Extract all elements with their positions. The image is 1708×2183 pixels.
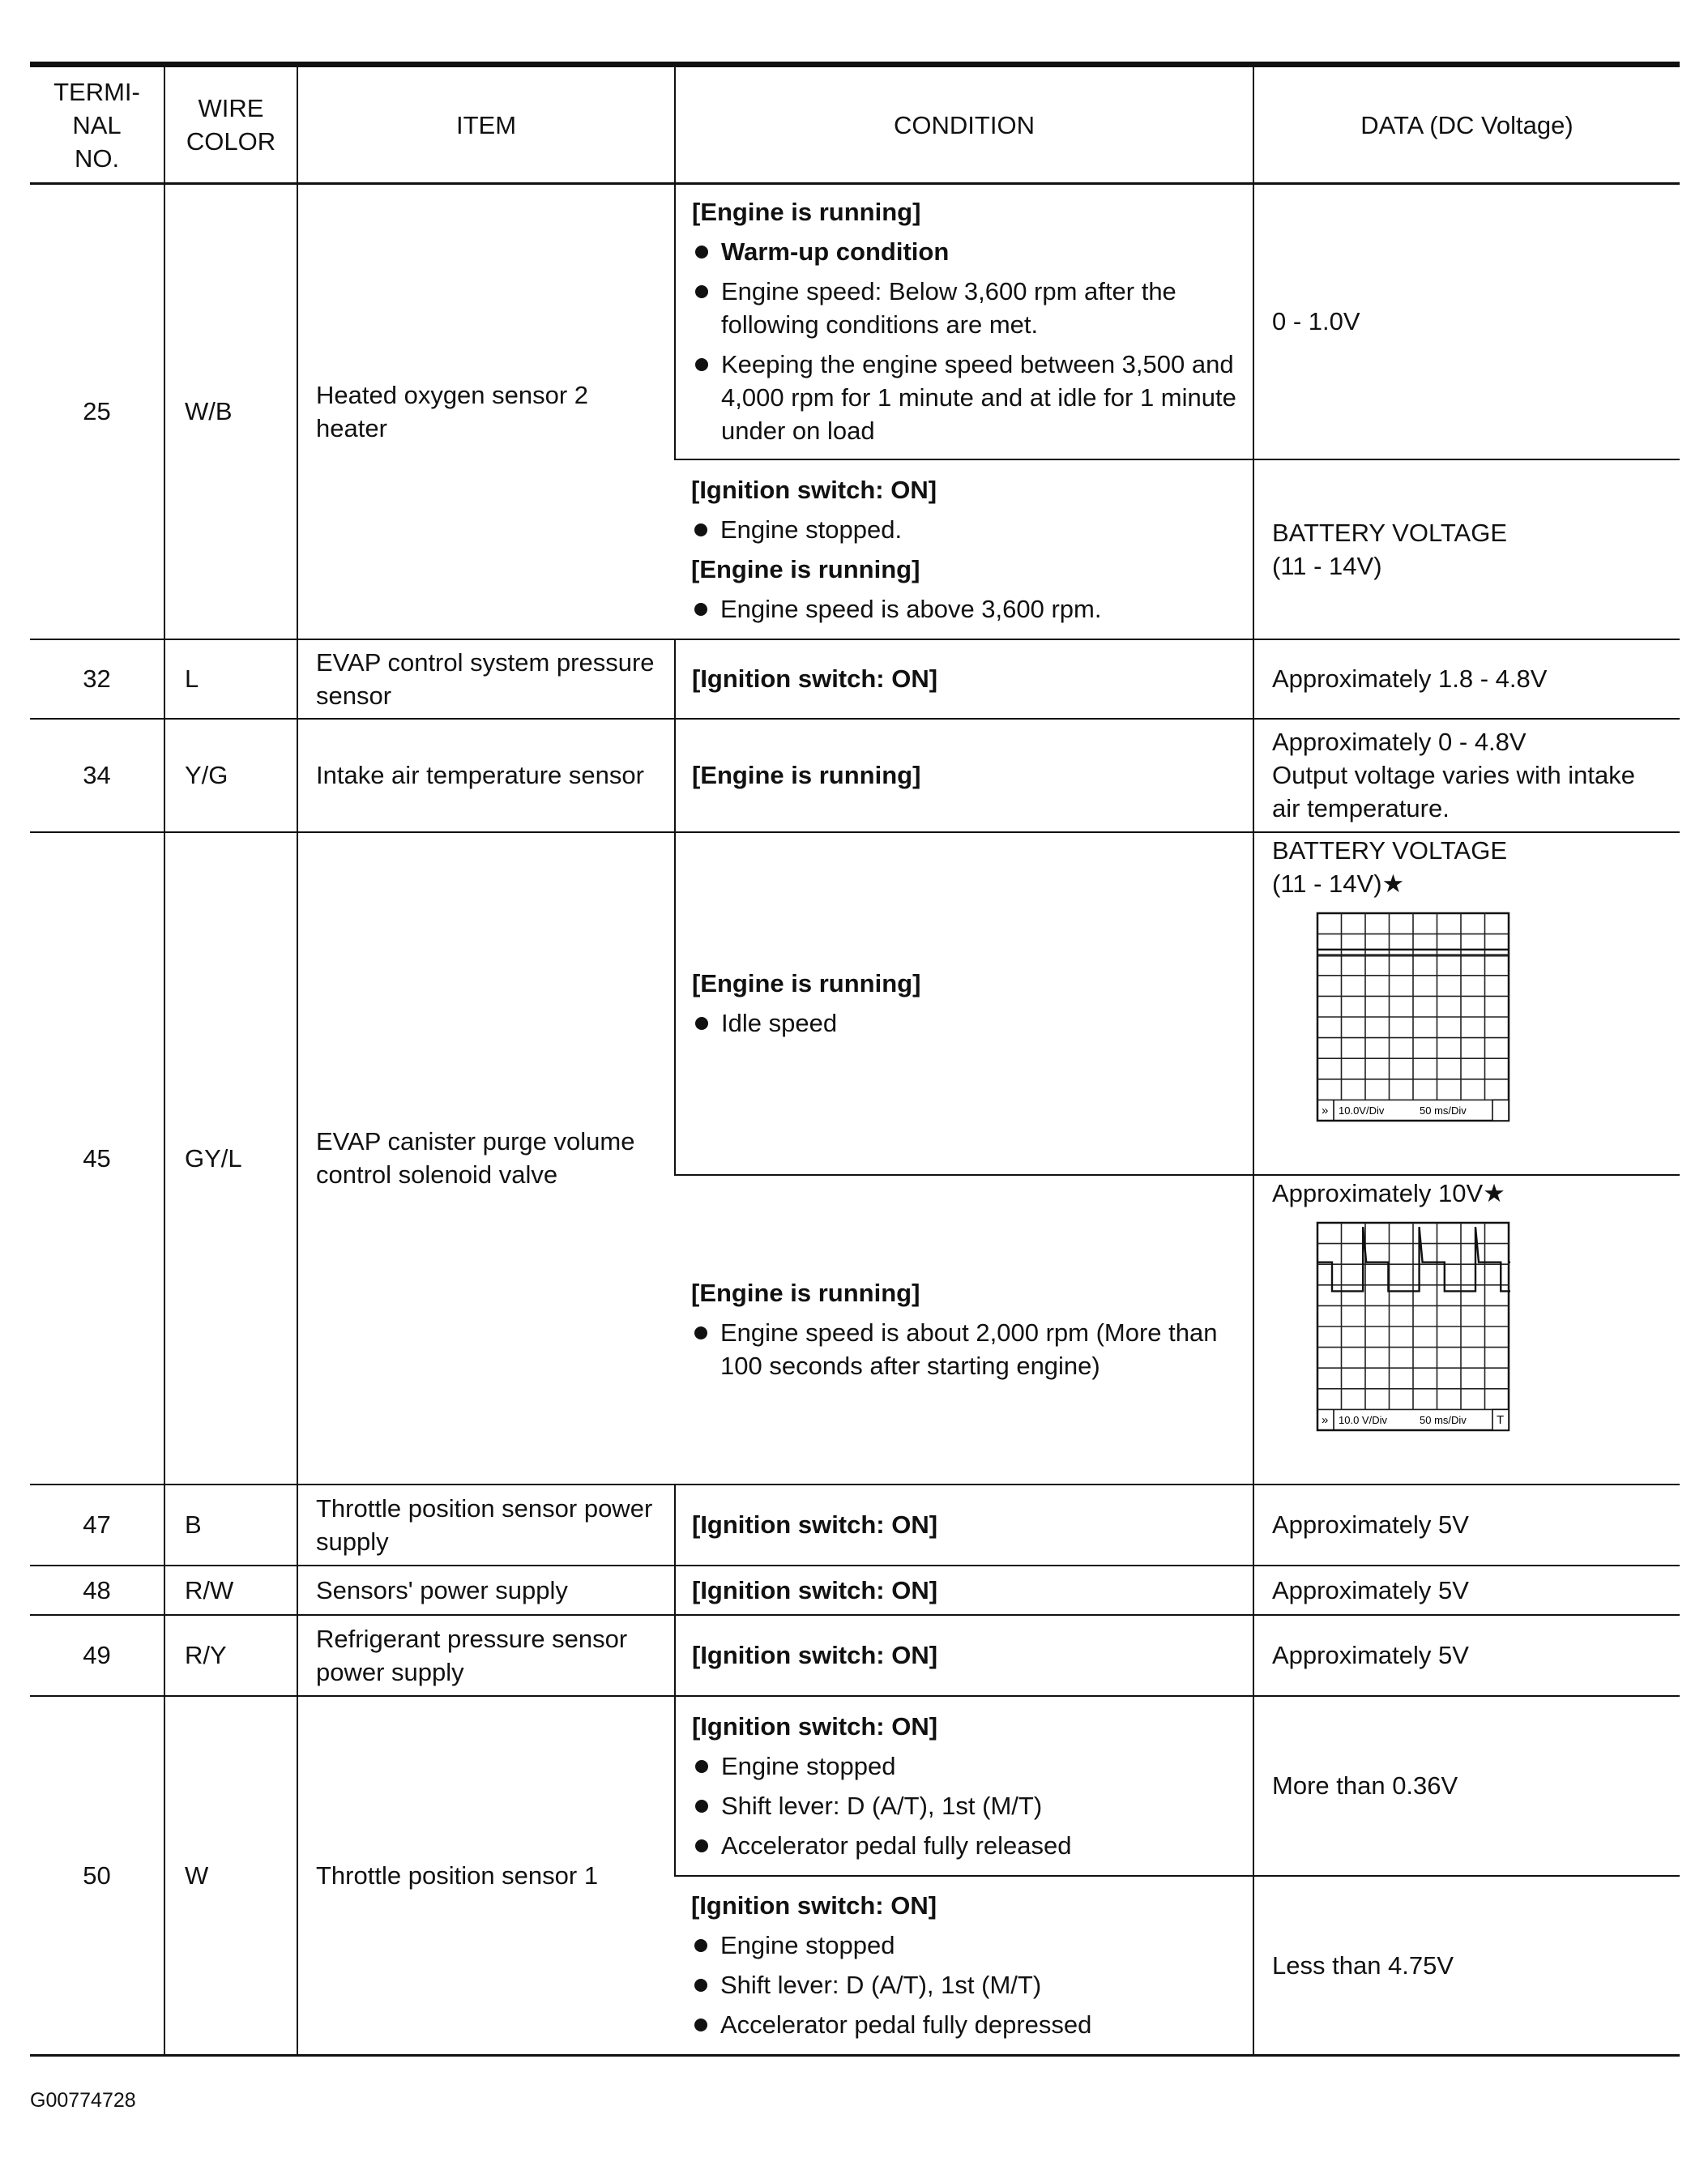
condition-bullet-text: Engine stopped [721, 1751, 896, 1780]
condition-cell [675, 1696, 1253, 1876]
condition-bullet-text: Shift lever: D (A/T), 1st (M/T) [720, 1971, 1042, 2000]
bullet-dot-icon [694, 2019, 707, 2031]
item-name: EVAP canister purge volume control solenoid valve [297, 832, 675, 1485]
condition-cell [675, 459, 1253, 639]
wire-color: L [164, 639, 297, 719]
data-value: Output voltage varies with intake air temperature. [1272, 761, 1636, 822]
bullet-dot-icon [695, 1800, 708, 1813]
header-terminal-no: TERMI- NAL NO. [30, 65, 164, 184]
data-value: Approximately 10V★ [1272, 1178, 1505, 1207]
item-name: Sensors' power supply [297, 1566, 675, 1615]
condition-heading: [Ignition switch: ON] [692, 1510, 938, 1539]
condition-bullet [692, 1749, 1241, 1783]
terminal-number: 32 [30, 639, 164, 719]
data-cell [1253, 184, 1680, 459]
bullet-dot-icon [694, 523, 707, 536]
wire-color: R/Y [164, 1615, 297, 1696]
table-row [30, 1696, 1680, 1876]
item-name: EVAP control system pressure sensor [297, 639, 675, 719]
condition-bullet [691, 513, 1241, 546]
condition-bullet-text: Warm-up condition [721, 237, 950, 267]
condition-bullet [691, 592, 1241, 626]
condition-bullet [691, 1316, 1241, 1382]
condition-heading: [Ignition switch: ON] [691, 1891, 937, 1920]
terminal-data-sheet [30, 62, 1680, 2057]
condition-heading: [Ignition switch: ON] [692, 664, 938, 693]
condition-bullet [691, 1929, 1241, 1962]
table-row [30, 1615, 1680, 1696]
scope-marker: » [1322, 1412, 1329, 1427]
condition-cell [675, 1175, 1253, 1485]
scope-marker: » [1322, 1103, 1329, 1117]
condition-bullet [692, 1006, 1241, 1040]
condition-cell [675, 184, 1253, 459]
data-cell [1253, 1175, 1680, 1485]
condition-cell [675, 1876, 1253, 2056]
data-value: Approximately 5V [1272, 1510, 1469, 1539]
scope-grid [1316, 1221, 1510, 1432]
condition-bullet-text: Engine speed is above 3,600 rpm. [720, 594, 1102, 623]
wire-color: W [164, 1696, 297, 2056]
condition-bullet-text: Accelerator pedal fully depressed [720, 2010, 1092, 2040]
data-value: (11 - 14V)★ [1272, 869, 1405, 898]
condition-bullet-text: Engine stopped. [720, 515, 903, 544]
data-cell [1253, 832, 1680, 1175]
terminal-number: 25 [30, 184, 164, 639]
table-body [30, 184, 1680, 2056]
data-cell [1253, 1876, 1680, 2056]
data-cell [1253, 1696, 1680, 1876]
table-row [30, 639, 1680, 719]
wire-color: B [164, 1485, 297, 1566]
table-row [30, 832, 1680, 1175]
wire-color: Y/G [164, 719, 297, 832]
scope-volt-div: 10.0 V/Div [1339, 1413, 1387, 1426]
item-name: Refrigerant pressure sensor power supply [297, 1615, 675, 1696]
header-data: DATA (DC Voltage) [1253, 65, 1680, 184]
condition-bullet-text: Engine speed: Below 3,600 rpm after the following conditions are met. [721, 277, 1176, 340]
condition-heading: [Ignition switch: ON] [691, 475, 937, 504]
wire-color: R/W [164, 1566, 297, 1615]
bullet-dot-icon [695, 1839, 708, 1852]
data-cell [1253, 639, 1680, 719]
table-row [30, 1485, 1680, 1566]
item-name: Throttle position sensor 1 [297, 1696, 675, 2056]
data-cell [1253, 719, 1680, 832]
terminal-number: 45 [30, 832, 164, 1485]
header-wire-color: WIRE COLOR [164, 65, 297, 184]
data-value: BATTERY VOLTAGE [1272, 518, 1507, 547]
bullet-dot-icon [694, 603, 707, 616]
data-value: More than 0.36V [1272, 1771, 1458, 1800]
header-condition: CONDITION [675, 65, 1253, 184]
bullet-dot-icon [695, 285, 708, 298]
condition-bullet [692, 1829, 1241, 1862]
condition-bullet-text: Idle speed [721, 1009, 838, 1037]
condition-bullet [692, 275, 1241, 341]
wire-color: GY/L [164, 832, 297, 1485]
table-row [30, 1566, 1680, 1615]
data-value: BATTERY VOLTAGE [1272, 835, 1507, 865]
terminal-number: 49 [30, 1615, 164, 1696]
scope-time-div: 50 ms/Div [1420, 1413, 1467, 1426]
condition-bullet [692, 348, 1241, 447]
data-value: (11 - 14V) [1272, 551, 1382, 580]
item-name: Intake air temperature sensor [297, 719, 675, 832]
bullet-dot-icon [694, 1979, 707, 1992]
data-cell [1253, 1566, 1680, 1615]
condition-cell [675, 719, 1253, 832]
terminal-number: 47 [30, 1485, 164, 1566]
bullet-dot-icon [694, 1326, 707, 1339]
data-cell [1253, 1615, 1680, 1696]
condition-heading: [Ignition switch: ON] [692, 1711, 938, 1741]
terminal-number: 34 [30, 719, 164, 832]
header-row [30, 65, 1680, 184]
condition-bullet-text: Shift lever: D (A/T), 1st (M/T) [721, 1791, 1043, 1820]
data-value: Approximately 5V [1272, 1575, 1469, 1604]
header-item: ITEM [297, 65, 675, 184]
data-cell [1253, 459, 1680, 639]
data-cell [1253, 1485, 1680, 1566]
condition-bullet-text: Engine stopped [720, 1931, 895, 1960]
condition-cell [675, 1485, 1253, 1566]
condition-bullet [691, 1968, 1241, 2001]
condition-heading: [Engine is running] [691, 1279, 920, 1307]
condition-heading: [Ignition switch: ON] [692, 1575, 938, 1604]
bullet-dot-icon [695, 1760, 708, 1773]
item-name: Throttle position sensor power supply [297, 1485, 675, 1566]
bullet-dot-icon [695, 1017, 708, 1030]
condition-bullet [692, 1789, 1241, 1822]
terminal-number: 48 [30, 1566, 164, 1615]
condition-bullet-text: Engine speed is about 2,000 rpm (More than 100 seconds after starting engine) [720, 1318, 1218, 1380]
condition-heading: [Engine is running] [692, 969, 921, 998]
data-value: Approximately 0 - 4.8V [1272, 728, 1527, 756]
condition-heading: [Ignition switch: ON] [692, 1641, 938, 1669]
condition-cell [675, 832, 1253, 1175]
oscilloscope-waveform [1316, 912, 1668, 1122]
scope-grid [1316, 912, 1510, 1122]
condition-bullet [692, 235, 1241, 268]
condition-heading: [Engine is running] [692, 198, 921, 227]
condition-heading: [Engine is running] [691, 554, 920, 583]
terminal-data-table [30, 62, 1680, 2057]
condition-bullet [691, 2008, 1241, 2041]
document-code: G00774728 [30, 2089, 136, 2112]
data-value: Less than 4.75V [1272, 1950, 1454, 1980]
oscilloscope-waveform [1316, 1221, 1668, 1432]
data-value: Approximately 1.8 - 4.8V [1272, 664, 1548, 693]
condition-bullet-text: Accelerator pedal fully released [721, 1831, 1072, 1860]
terminal-number: 50 [30, 1696, 164, 2056]
condition-cell [675, 1615, 1253, 1696]
scope-time-div: 50 ms/Div [1420, 1104, 1467, 1117]
table-row [30, 184, 1680, 459]
scope-trace [1317, 1227, 1510, 1291]
scope-trigger: T [1497, 1412, 1505, 1427]
bullet-dot-icon [694, 1939, 707, 1952]
item-name: Heated oxygen sensor 2 heater [297, 184, 675, 639]
condition-cell [675, 1566, 1253, 1615]
bullet-dot-icon [695, 358, 708, 371]
bullet-dot-icon [695, 246, 708, 258]
scope-volt-div: 10.0V/Div [1339, 1104, 1385, 1117]
data-value: Approximately 5V [1272, 1641, 1469, 1669]
wire-color: W/B [164, 184, 297, 639]
table-row [30, 719, 1680, 832]
condition-heading: [Engine is running] [692, 761, 921, 789]
condition-cell [675, 639, 1253, 719]
data-value: 0 - 1.0V [1272, 307, 1360, 336]
condition-bullet-text: Keeping the engine speed between 3,500 and 4,000 rpm for 1 minute and at idle for 1 minute under on load [721, 350, 1236, 446]
